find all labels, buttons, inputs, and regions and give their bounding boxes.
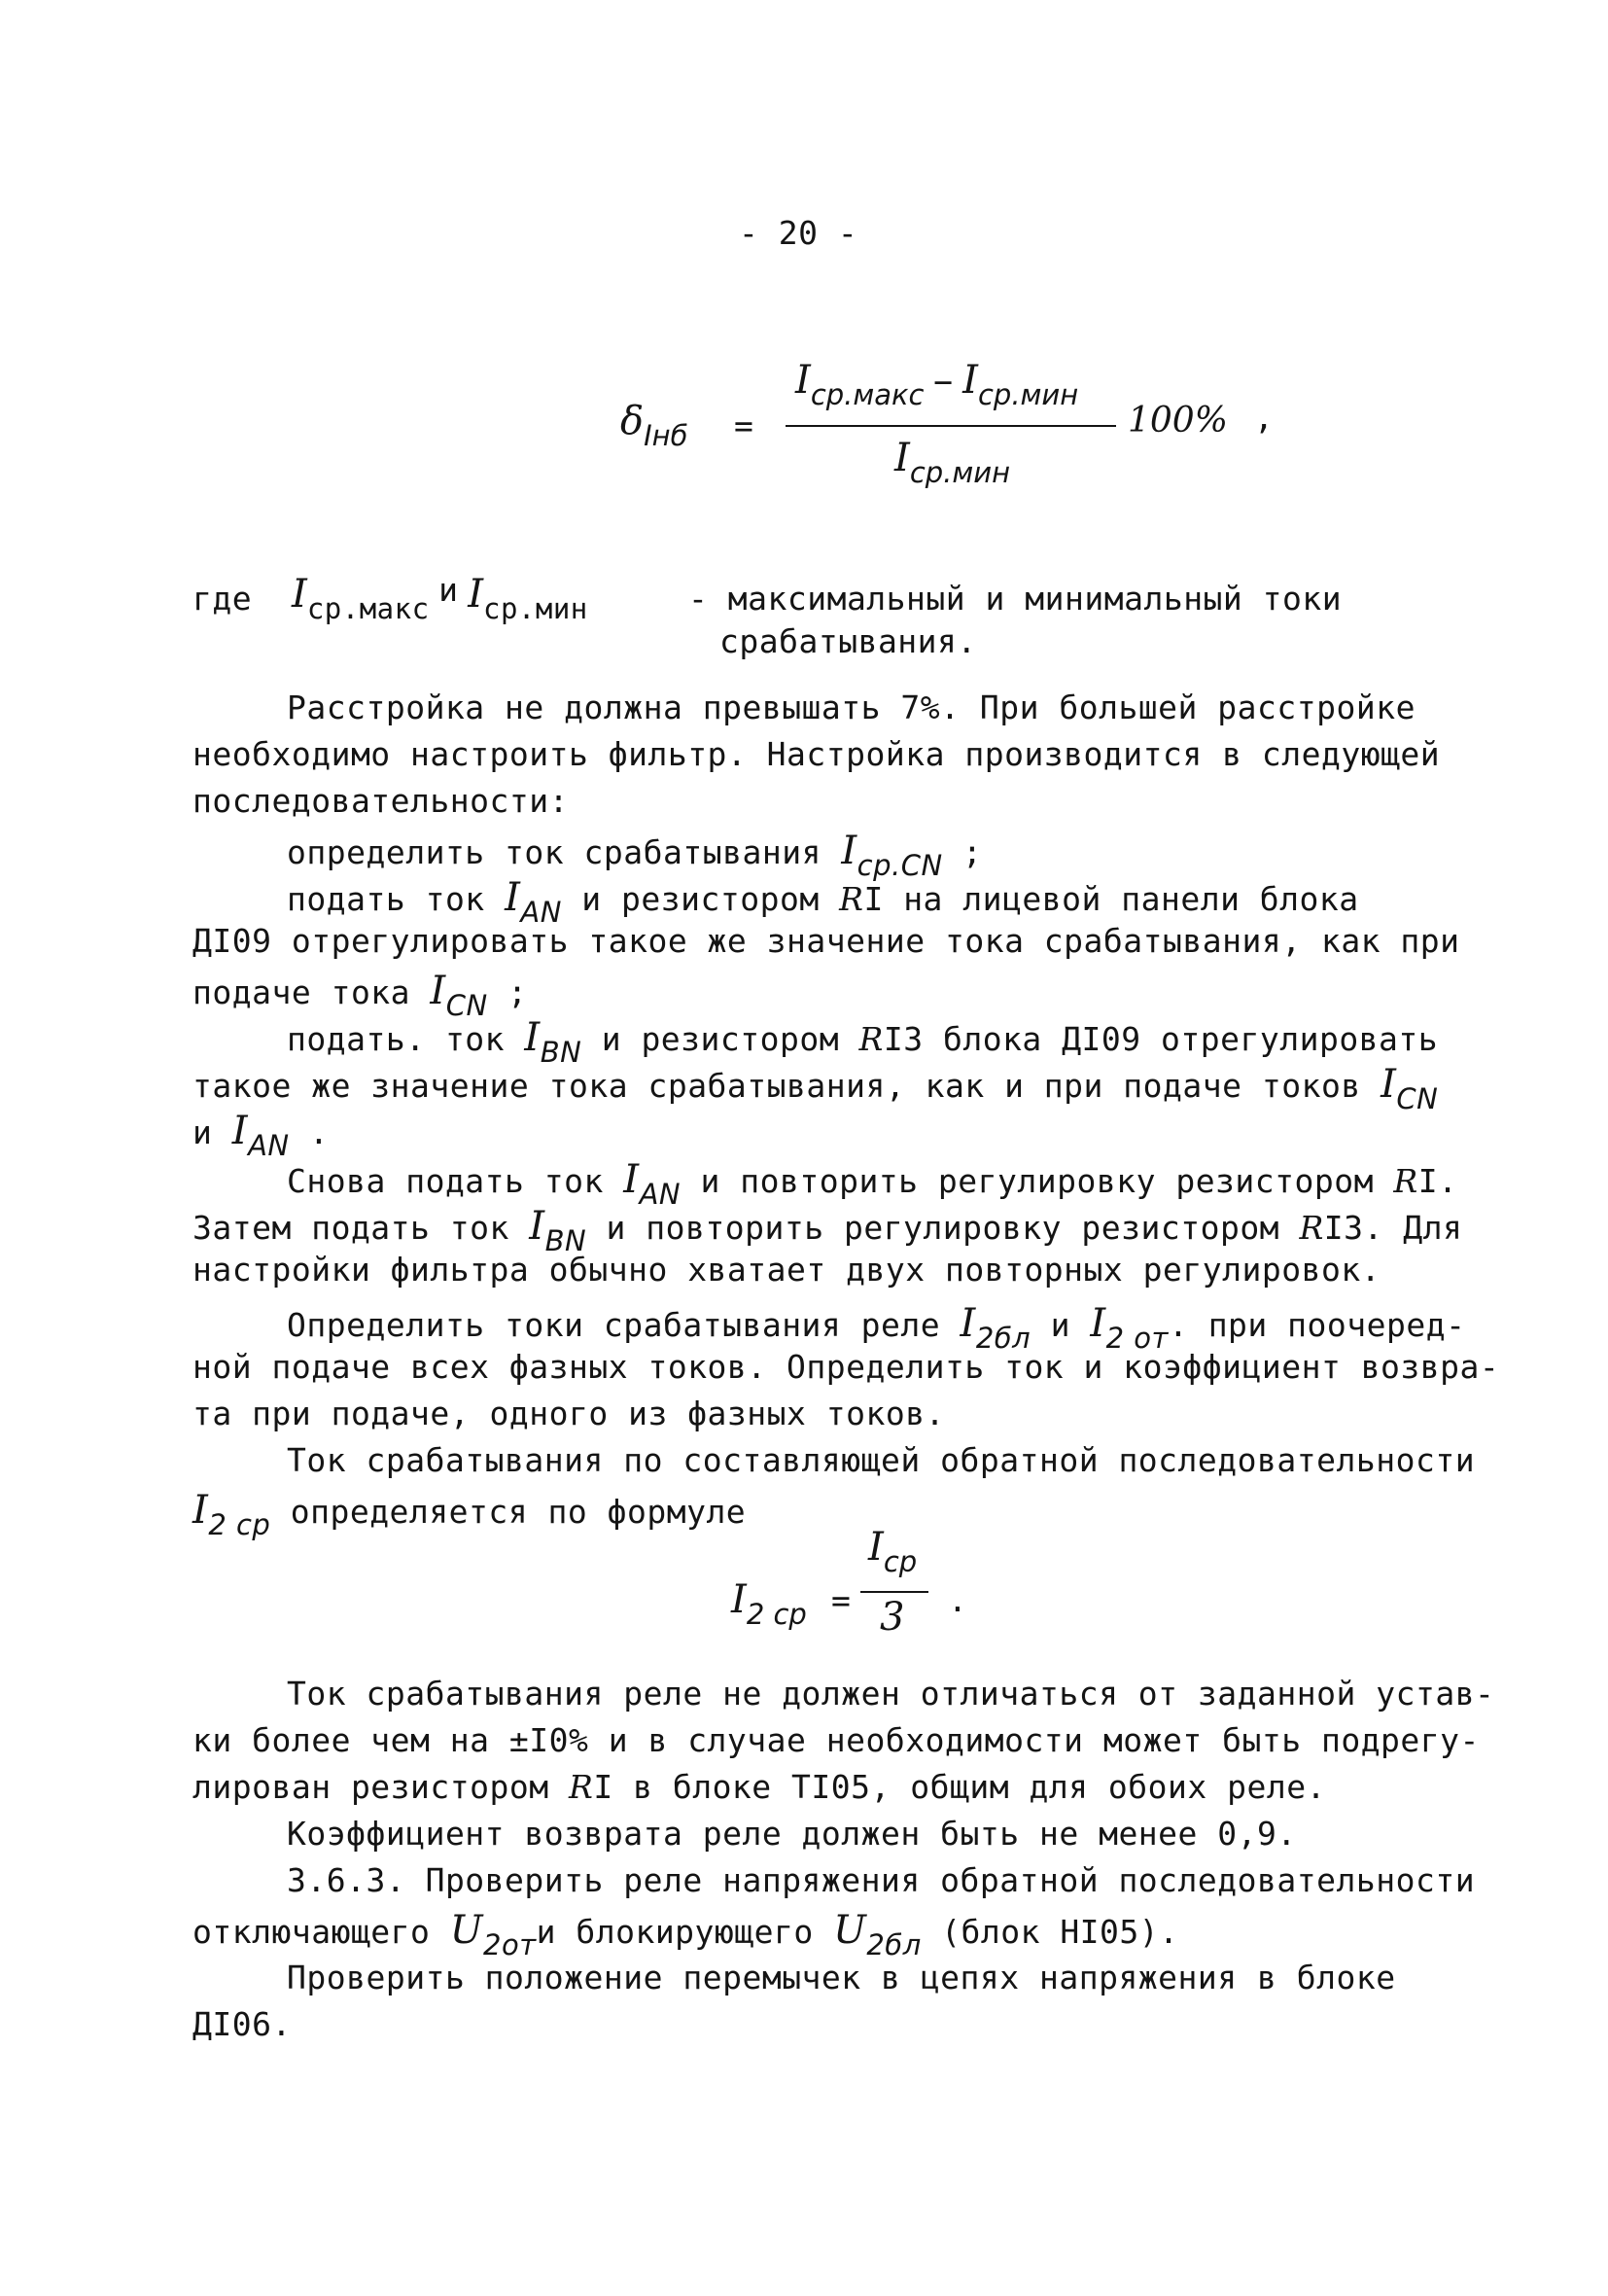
step2-line2: ДI09 отрегулировать такое же значение тока срабатывания, как при [192, 922, 1460, 960]
formula-comma: , [1254, 399, 1275, 437]
formula-denominator: Iср.мин [894, 436, 1011, 489]
formula2-denominator: 3 [880, 1595, 905, 1640]
para1-line1: Расстройка не должна превышать 7%. При большей расстройке [287, 689, 1416, 726]
step2-line1: подать ток IAN и резистором RI на лицевой панели блока [287, 875, 1359, 929]
formula-factor: 100% [1128, 401, 1228, 441]
para5-line2: ки более чем на ±I0% и в случае необходимости может быть подрегу- [192, 1721, 1480, 1759]
formula2-dot: . [948, 1581, 968, 1619]
para3-line3: та при подаче, одного из фазных токов. [192, 1395, 945, 1432]
formula2-lhs: I2 ср [731, 1577, 807, 1631]
where-text-2: срабатывания. [719, 622, 977, 660]
para4-line1: Ток срабатывания по составляющей обратной последовательности [287, 1441, 1476, 1479]
para8-line2: ДI06. [192, 2005, 292, 2043]
where-symbols: Iср.макс и Iср.мин [292, 571, 588, 625]
formula-lhs: δIнб [620, 399, 688, 452]
fraction-line [860, 1591, 928, 1593]
para2-line1: Снова подать ток IAN и повторить регулировку резистором RI. [287, 1157, 1458, 1211]
para7-line1: 3.6.3. Проверить реле напряжения обратной последовательности [287, 1861, 1476, 1899]
formula2-equals: = [831, 1581, 852, 1619]
where-word: где [192, 580, 253, 618]
step3-line3: и IAN . [192, 1109, 330, 1162]
formula-numerator: Iср.макс − Iср.мин [795, 358, 1079, 411]
para5-line3: лирован резистором RI в блоке ТI05, общим для обоих реле. [192, 1768, 1326, 1806]
para2-line2: Затем подать ток IBN и повторить регулировку резистором RI3. Для [192, 1204, 1463, 1257]
fraction-line [786, 425, 1116, 427]
para2-line3: настройки фильтра обычно хватает двух повторных регулировок. [192, 1251, 1381, 1289]
where-text-1: - максимальный и минимальный токи [688, 580, 1343, 618]
step2-line3: подаче тока ICN ; [192, 969, 528, 1022]
para4-line2: I2 ср определяется по формуле [192, 1488, 747, 1541]
para3-line1: Определить токи срабатывания реле I2бл и I2 от. при поочеред- [287, 1301, 1466, 1355]
para6-line: Коэффициент возврата реле должен быть не менее 0,9. [287, 1815, 1297, 1853]
step3-line1: подать. ток IBN и резистором RI3 блока ДI09 отрегулировать [287, 1015, 1439, 1069]
para8-line1: Проверить положение перемычек в цепях напряжения в блоке [287, 1959, 1396, 1996]
step3-line2: такое же значение тока срабатывания, как и при подаче токов ICN [192, 1062, 1439, 1115]
page-number: - 20 - [739, 214, 858, 252]
formula-equals: = [734, 406, 754, 444]
para1-line3: последовательности: [192, 782, 569, 820]
step1-line: определить ток срабатывания Iср.CN ; [287, 829, 983, 882]
para1-line2: необходимо настроить фильтр. Настройка производится в следующей [192, 735, 1441, 773]
para3-line2: ной подаче всех фазных токов. Определить ток и коэффициент возвра- [192, 1348, 1500, 1386]
para5-line1: Ток срабатывания реле не должен отличаться от заданной устав- [287, 1675, 1495, 1713]
formula2-numerator: Iср [868, 1525, 918, 1578]
para7-line2: отключающего U2оти блокирующего U2бл (блок НI05). [192, 1908, 1179, 1961]
